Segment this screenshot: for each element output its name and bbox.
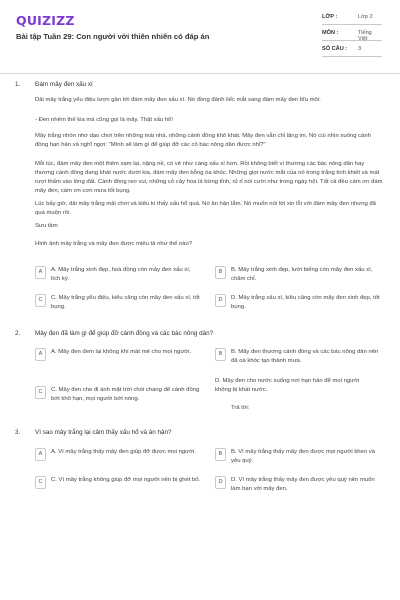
option-text: B. Mây đen thương cánh đồng và các bác nông dân nên đã oà khóc tạo thành mưa. (231, 349, 379, 364)
option-text: A. Vì mây trắng thấy mây đen giúp đỡ được mọi người. (51, 449, 196, 455)
meta-label: LỚP : (322, 14, 338, 20)
option-text: A. Mây trắng xinh đẹp, hoà đồng còn mây đen xấu xí, lích kỷ. (51, 267, 191, 282)
option-letter-box[interactable]: C (35, 476, 46, 489)
meta-row-question-count (322, 45, 382, 57)
option-letter-box[interactable]: C (35, 294, 46, 307)
option-letter-box[interactable]: B (215, 448, 226, 461)
option-text: B. Mây trắng xinh đẹp, lười biếng còn mây đen xấu xí, chăm chỉ. (231, 267, 373, 282)
option-text: B. Vì mây trắng thấy mây đen được mọi người khen và yêu quý. (231, 449, 375, 464)
option-text: C. Mây đen che đi ánh mặt trời chói chang để cánh đồng bớt khô hạn, mọi người bớt nóng. (51, 387, 200, 402)
passage-paragraph: Mỗi lúc, đám mây đen một thêm xạm lại, nặng nề, có vẻ như càng xấu xí hơn. Rồi không biết vì thương các bác nông dân hay thương cánh đồng đang khát nước dưới kia, đám mây đen bỗng òa khóc. Những giọt nước mắt của nó trong trắng tinh khiết và mát rượi thấm vào lòng đất. Cánh đồng reo vui, những cỏ cây hoa lá bừng tỉnh, rủ rỉ nói cười như trong ngày hội. Tất cả đều cám ơn đám mây đen, cám ơn cơn mưa tốt bụng. (35, 161, 383, 194)
option-text: D. Mây trắng xấu xí, kiêu căng còn mây đen xinh đẹp, tốt bụng. (231, 295, 380, 310)
answer-label: Trả lời: (231, 405, 250, 411)
option-text: C. Mây trắng yểu điệu, kiêu căng còn mây đen xấu xí, tốt bụng. (51, 295, 200, 310)
meta-label: SỐ CÂU : (322, 46, 348, 52)
meta-row-grade (322, 13, 382, 25)
passage-source: Sưu tầm (35, 223, 58, 229)
option-text: C. Vì mây trắng không giúp đỡ mọi người nên bị ghét bỏ. (51, 477, 201, 483)
option-letter-box[interactable]: A (35, 348, 46, 361)
passage-paragraph: Dải mây trắng yểu điệu lượn gần tới đám mây đen xấu xí. Nó đồng đảnh liếc mắt sang đám mây đen bĩu môi: (35, 97, 321, 103)
option-letter-box[interactable]: A (35, 448, 46, 461)
question-text: Đám mây đen xấu xí (35, 81, 93, 88)
question-number: 2. (15, 330, 21, 337)
meta-value: 3 (358, 46, 362, 52)
option-text: D. Vì mây trắng thấy mây đen được yêu quý nên muốn làm bạn với mây đen. (231, 477, 375, 492)
worksheet-header (0, 0, 400, 74)
option-letter-box[interactable]: B (215, 348, 226, 361)
option-letter-box[interactable]: D (215, 294, 226, 307)
meta-value: Tiếng Việt (358, 30, 372, 42)
option-letter-box[interactable]: D (215, 476, 226, 489)
option-letter-box[interactable]: A (35, 266, 46, 279)
question-text: Mây đen đã làm gì để giúp đỡ cánh đồng và các bác nông dân? (35, 330, 214, 337)
option-letter-box[interactable]: B (215, 266, 226, 279)
option-text: D. Mây đen cho nước xuống nơi hạn hán để mọi người không bị khát nước. (215, 378, 360, 393)
quizizz-logo: QUIZIZZ (16, 13, 75, 28)
question-text: Vì sao mây trắng lại cảm thấy xấu hổ và ân hận? (35, 429, 172, 436)
question-prompt: Hình ảnh mây trắng và mây đen được miêu tả như thế nào? (35, 241, 193, 247)
option-letter-box[interactable]: C (35, 386, 46, 399)
passage-paragraph: Lúc bấy giờ, dải mây trắng mải chơi và kiêu kì thấy xấu hổ quá. Nó ân hận lắm. Nó muốn nói lời xin lỗi với đám mây đen nhưng đã quá muộn rồi. (35, 201, 376, 216)
question-number: 1. (15, 81, 21, 88)
passage-paragraph: - Đen nhẻm thế kia mà cũng gọi là mây. Thật xấu hổ! (35, 117, 173, 123)
option-d[interactable] (215, 377, 385, 395)
meta-label: MÔN : (322, 30, 339, 36)
option-text: A. Mây đen đem lại không khí mát mẻ cho mọi người. (51, 349, 192, 355)
passage-paragraph: Mây trắng nhón nhơ dạo chơi trên những mái nhà, những cánh đồng khô khát. Mây đen vẫn chỉ lặng im. Nó cúi nhìn xuống cánh đồng hạn hán và nghĩ ngợi: "Mình sẽ làm gì để giúp đỡ các cô bác nông dân được nhỉ?" (35, 133, 371, 148)
question-number: 3. (15, 429, 21, 436)
meta-value: Lớp 2 (358, 14, 373, 20)
worksheet-title: Bài tập Tuần 29: Con người với thiên nhiên có đáp án (16, 32, 210, 41)
meta-row-subject (322, 29, 382, 41)
